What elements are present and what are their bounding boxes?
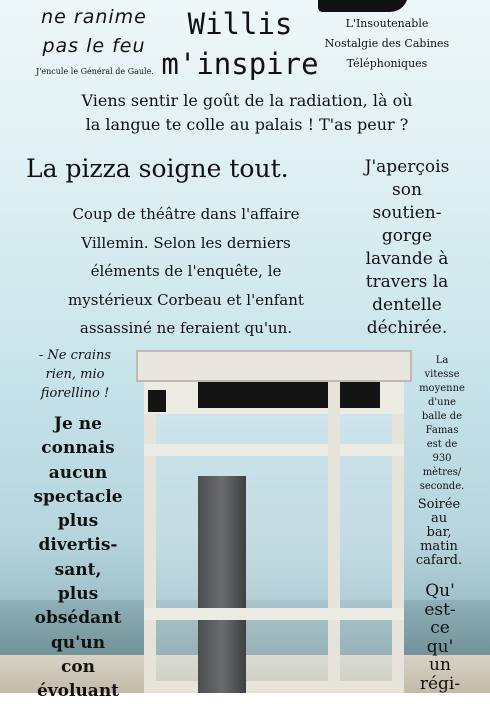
soiree-text: Soirée au bar, matin cafard. xyxy=(415,497,463,568)
radiation-text: Viens sentir le goût de la radiation, là où la langue te colle au palais ! T'as peur ? xyxy=(81,91,413,134)
cropped-logo-shape xyxy=(318,0,408,12)
booth-side-window xyxy=(148,390,166,412)
booth-crossbar xyxy=(144,444,404,456)
nostalgie-text: L'Insoutenable Nostalgie des Cabines Téléphoniques xyxy=(324,17,450,70)
quest-text: Qu' est- ce qu' un régi- xyxy=(419,581,461,694)
telephone-unit xyxy=(198,476,246,693)
booth-post xyxy=(328,378,340,693)
soutien-text: J'aperçois son soutien- gorge lavande à travers la dentelle déchirée. xyxy=(364,157,450,338)
villemin-text: Coup de théâtre dans l'affaire Villemin. Selon les derniers éléments de l'enquête, le mystérieux Corbeau et l'enfant assassiné ne feraient qu'un. xyxy=(68,205,304,337)
booth-top-window xyxy=(198,382,380,408)
booth-lower-bar xyxy=(144,608,404,620)
ranime-text: ne ranime pas le feu xyxy=(41,6,147,57)
spectacle-text: Je ne connais aucun spectacle plus divertis- sant, plus obsédant qu'un con évoluant xyxy=(33,414,123,702)
willis-text: Willis m'inspire xyxy=(161,7,319,81)
phone-booth-image xyxy=(136,350,412,693)
gaule-text: J'encule le Général de Gaule. xyxy=(36,67,154,76)
crains-text: - Ne crains rien, mio fiorellino ! xyxy=(38,348,112,401)
famas-text: La vitesse moyenne d'une balle de Famas est de 930 mètres/ seconde. xyxy=(419,355,465,492)
pizza-text: La pizza soigne tout. xyxy=(26,154,289,183)
booth-frame xyxy=(144,378,404,693)
booth-roof xyxy=(136,350,412,382)
